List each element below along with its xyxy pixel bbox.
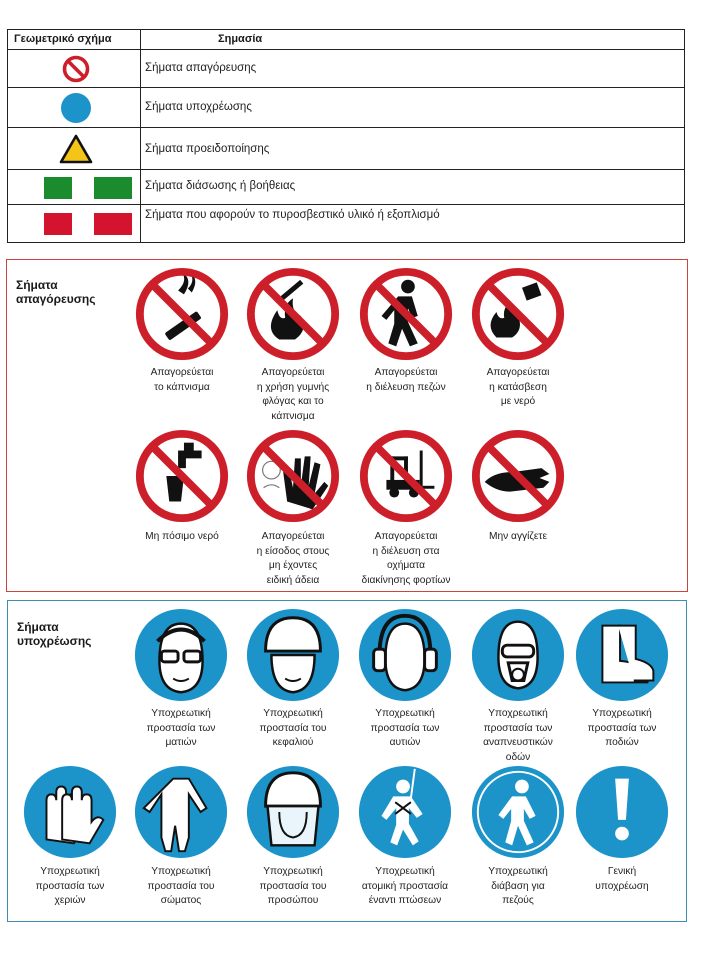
fall-protection-icon — [356, 763, 454, 861]
prohibition-signs-panel — [6, 259, 688, 592]
legend-header — [8, 30, 684, 50]
legend-row-warning — [8, 128, 684, 170]
mandatory-panel-title — [17, 620, 91, 648]
no-open-flame-icon — [244, 265, 342, 363]
caption-head-protection: Υποχρεωτική προστασία του κεφαλιού — [259, 708, 327, 749]
legend-label-rescue: Σήματα διάσωσης ή βοήθειας — [145, 180, 296, 192]
no-pedestrians-icon — [357, 265, 455, 363]
legend-label-fire: Σήματα που αφορούν το πυροσβεστικό υλικό ή εξοπλισμό — [145, 209, 440, 221]
head-protection-icon — [244, 606, 342, 704]
caption-pedestrian-route: Υποχρεωτική διάβαση για πεζούς — [488, 866, 548, 907]
caption-no-entry: Απαγορεύεται η είσοδος στους μη έχοντες ειδική άδεια — [256, 531, 330, 586]
caption-no-smoking: Απαγορεύεται το κάπνισμα — [150, 367, 214, 393]
title-line: απαγόρευσης — [16, 292, 96, 306]
foot-protection-icon — [573, 606, 671, 704]
caption-foot-protection: Υποχρεωτική προστασία των ποδιών — [587, 708, 657, 749]
title-line: Σήματα — [16, 278, 58, 292]
do-not-touch-icon — [469, 427, 567, 525]
legend-row-fire — [8, 205, 684, 244]
caption-do-not-touch: Μην αγγίζετε — [488, 531, 548, 542]
title-line: υποχρέωσης — [17, 634, 92, 648]
caption-hand-protection: Υποχρεωτική προστασία των χεριών — [35, 866, 105, 907]
eye-protection-icon — [132, 606, 230, 704]
pedestrian-route-icon — [469, 763, 567, 861]
legend-row-mandatory — [8, 88, 684, 128]
prohibition-panel-title — [16, 278, 96, 306]
caption-no-open-flame: Απαγορεύεται η χρήση γυμνής φλόγας και το κάπνισμα — [256, 367, 330, 422]
caption-ear-protection: Υποχρεωτική προστασία των αυτιών — [370, 708, 440, 749]
caption-eye-protection: Υποχρεωτική προστασία των ματιών — [146, 708, 216, 749]
yellow-triangle-icon — [59, 134, 93, 164]
no-unauthorized-entry-icon — [244, 427, 342, 525]
caption-not-drinking-water: Μη πόσιμο νερό — [145, 531, 219, 542]
caption-general-obligation: Γενική υποχρέωση — [595, 866, 649, 892]
body-protection-icon — [132, 763, 230, 861]
not-drinking-water-icon — [133, 427, 231, 525]
hand-protection-icon — [21, 763, 119, 861]
general-obligation-icon — [573, 763, 671, 861]
legend-row-prohibition — [8, 50, 684, 88]
no-forklift-icon — [357, 427, 455, 525]
no-water-extinguish-icon — [469, 265, 567, 363]
legend-row-rescue — [8, 170, 684, 205]
caption-body-protection: Υποχρεωτική προστασία του σώματος — [147, 866, 215, 907]
caption-respiratory-protection: Υποχρεωτική προστασία των αναπνευστικών οδών — [483, 708, 553, 763]
no-smoking-icon — [133, 265, 231, 363]
col-shape-header: Γεωμετρικό σχήμα — [14, 33, 112, 45]
caption-no-forklift: Απαγορεύεται η διέλευση στα οχήματα διακίνησης φορτίων — [361, 531, 451, 586]
legend-table — [7, 29, 685, 243]
respiratory-protection-icon — [469, 606, 567, 704]
caption-face-protection: Υποχρεωτική προστασία του προσώπου — [259, 866, 327, 907]
ear-protection-icon — [356, 606, 454, 704]
legend-label-prohibition: Σήματα απαγόρευσης — [145, 62, 257, 74]
legend-label-mandatory: Σήματα υποχρέωσης — [145, 101, 252, 113]
title-line: Σήματα — [17, 620, 59, 634]
col-meaning-header: Σημασία — [218, 33, 263, 45]
caption-no-pedestrians: Απαγορεύεται η διέλευση πεζών — [366, 367, 446, 393]
mandatory-signs-panel — [7, 600, 687, 922]
green-rectangles-icon — [44, 176, 136, 200]
red-rectangles-icon — [44, 212, 136, 236]
prohibition-circle-icon — [62, 55, 90, 83]
caption-no-water: Απαγορεύεται η κατάσβεση με νερό — [486, 367, 550, 408]
legend-label-warning: Σήματα προειδοποίησης — [145, 143, 270, 155]
face-protection-icon — [244, 763, 342, 861]
blue-circle-icon — [60, 92, 92, 124]
caption-fall-protection: Υποχρεωτική ατομική προστασία έναντι πτώσεων — [361, 866, 449, 907]
